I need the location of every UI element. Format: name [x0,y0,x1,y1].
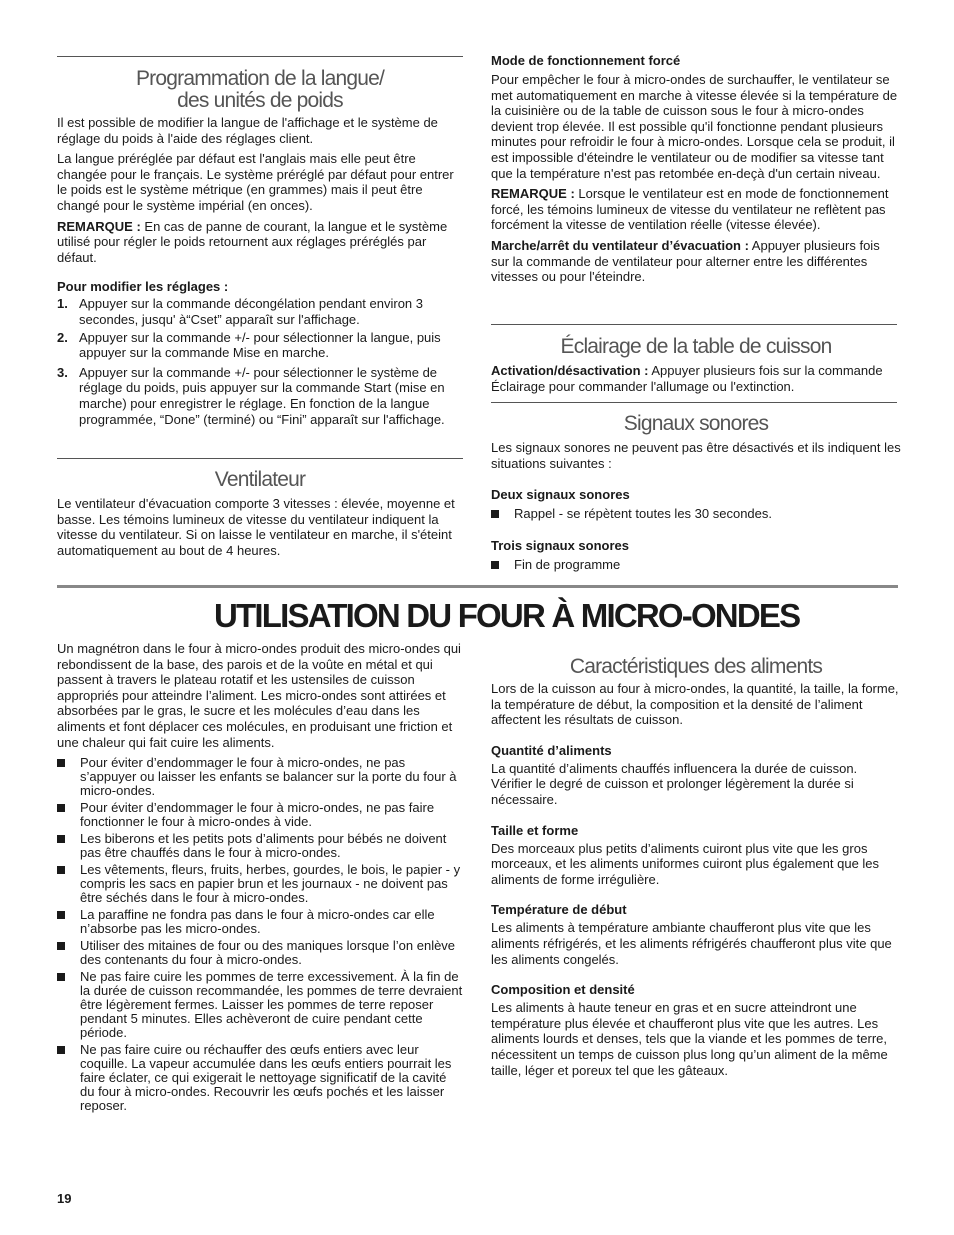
list-item: Les biberons et les petits pots d’aliments pour bébés ne doivent pas être chauffés dans le four à micro-ondes. [57,832,463,860]
list-item: Fin de programme [491,558,901,572]
three-signals-list [491,558,901,572]
square-bullet-icon [57,911,65,919]
ventilator-section [57,469,463,558]
size-heading: Taille et forme [491,822,579,838]
main-title: UTILISATION DU FOUR À MICRO-ONDES [214,597,800,634]
square-bullet-icon [57,804,65,812]
page-number: 19 [57,1191,72,1206]
sound-section [491,413,901,572]
sound-title: Signaux sonores [623,412,769,435]
two-signals-heading: Deux signaux sonores [491,487,630,503]
rule-sound [491,402,897,403]
step-item: 3. Appuyer sur la commande +/- pour sélectionner le système de réglage du poids, puis appuyer sur la commande Start (mise en marche) pour enregistrer le réglage. En fonction de la langue programmée, “Done” (terminé) ou “Fini” apparaît sur l'affichage. [57,364,445,427]
mid-rule-left [57,458,463,459]
light-text: Activation/désactivation : Appuyer plusieurs fois sur la commande Éclairage pour commander l'allumage ou l'extinction. [491,363,883,394]
list-item: Ne pas faire cuire ou réchauffer des œufs entiers avec leur coquille. La vapeur accumulée dans les œufs entiers pourrait les faire éclater, ce qui exigerait le nettoyage significatif de la cavité du four à micro-ondes. Recouvrir les œufs pochés et les laisser reposer. [57,1043,463,1113]
three-signals-heading: Trois signaux sonores [491,538,629,554]
modify-steps [57,296,463,427]
title-rule [57,585,898,588]
step-item: 2. Appuyer sur la commande +/- pour sélectionner la langue, puis appuyer sur la commande Mise en marche. [57,329,441,361]
temperature-heading: Température de début [491,902,627,918]
forced-mode-note: REMARQUE : Lorsque le ventilateur est en mode de fonctionnement forcé, les témoins lumineux de vitesse du ventilateur ne reflètent pas forcément la vitesse de ventilation réelle (vitesse élevée). [491,186,889,233]
square-bullet-icon [57,942,65,950]
light-title: Éclairage de la table de cuisson [560,335,832,358]
language-title: Programmation de la langue/ des unités de poids [135,67,385,112]
temperature-text: Les aliments à température ambiante chaufferont plus vite que les aliments réfrigérés, et les aliments réfrigérés chaufferont plus vite que les aliments congelés. [491,920,892,967]
list-item: Ne pas faire cuire les pommes de terre excessivement. À la fin de la durée de cuisson recommandée, les pommes de terre devraient être légèrement fermes. Laisser les pommes de terre reposer pendant 5 minutes. Elles achèveront de cuire pendant cette période. [57,970,463,1040]
list-item: La paraffine ne fondra pas dans le four à micro-ondes car elle n’absorbe pas les micro-ondes. [57,908,463,936]
square-bullet-icon [57,759,65,767]
square-bullet-icon [57,1046,65,1054]
rule-light [491,324,897,325]
composition-text: Les aliments à haute teneur en gras et en sucre atteindront une température plus élevée et chaufferont plus vite que les autres. Les aliments lourds et denses, tels que la viande et les pommes de terre, nécessitent un temps de cuisson plus long qu’un aliment de la même taille, léger et poreux tel que les gâteaux. [491,1000,888,1078]
fan-onoff: Marche/arrêt du ventilateur d’évacuation : Appuyer plusieurs fois sur la commande de ventilateur pour alterner entre les différentes vitesses ou pour l'éteindre. [491,237,880,285]
size-text: Des morceaux plus petits d’aliments cuiront plus vite que les gros morceaux, et les aliments uniformes cuiront plus également que les aliments de forme irrégulière. [491,840,880,887]
language-section [57,68,463,427]
quantity-text: La quantité d’aliments chauffés influencera la durée de cuisson. Vérifier le degré de cuisson et prolonger légèrement la durée si nécessaire. [491,760,858,807]
square-bullet-icon [57,866,65,874]
food-characteristics-title: Caractéristiques des aliments [569,655,823,678]
square-bullet-icon [57,835,65,843]
sound-text: Les signaux sonores ne peuvent pas être désactivés et ils indiquent les situations suivantes : [491,440,901,471]
top-rule-left [57,56,463,57]
food-intro: Lors de la cuisson au four à micro-ondes, la quantité, la taille, la forme, la température de début, la composition et la densité de l’aliment affectent les résultats de cuisson. [491,681,899,728]
quantity-heading: Quantité d’aliments [491,742,612,758]
list-item: Utiliser des mitaines de four ou des maniques lorsque l’on enlève des contenants du four à micro-ondes. [57,939,463,967]
language-note: REMARQUE : En cas de panne de courant, la langue et le système utilisé pour régler le poids retournent aux réglages préréglés par défaut. [57,218,448,265]
list-item: Rappel - se répètent toutes les 30 secondes. [491,507,901,521]
list-item: Pour éviter d’endommager le four à micro-ondes, ne pas faire fonctionner le four à micro-ondes à vide. [57,801,463,829]
forced-mode-text: Pour empêcher le four à micro-ondes de surchauffer, le ventilateur se met automatiquement en marche à vitesse élevée si la température de la cuisinière ou de la table de cuisson sous le four à micro-ondes devient trop élevée. Il est possible qu'il fonctionne pendant plusieurs minutes pour refroidir le four à micro-ondes. Lorsque cela se produit, il est impossible d'éteindre le ventilateur ou de modifier sa vitesse tant que la température n'est pas retombée en-deçà d'un certain niveau. [491,72,898,181]
ventilator-text: Le ventilateur d'évacuation comporte 3 vitesses : élevée, moyenne et basse. Les témoins lumineux de vitesse du ventilateur indiquent la vitesse du ventilateur. Si on laisse le ventilateur en marche, il s'éteint automatiquement au bout de 4 heures. [57,496,455,558]
microwave-intro: Un magnétron dans le four à micro-ondes produit des micro-ondes qui rebondissent de la base, des parois et de la voûte en métal et qui passent à travers le plateau rotatif et les ustensiles de cuisson appropriés pour atteindre l’aliment. Les micro-ondes sont attirées et absorbées par le gras, le sucre et les molécules d’eau dans les aliments et font déplacer ces molécules, en produisant une friction et une chaleur qui fait cuire les aliments. [57,641,461,750]
light-section [491,336,901,394]
square-bullet-icon [491,510,499,518]
composition-heading: Composition et densité [491,982,635,998]
language-intro: Il est possible de modifier la langue de l'affichage et le système de réglage du poids à l'aide des réglages client. [57,115,438,146]
forced-mode-heading: Mode de fonctionnement forcé [491,53,681,68]
modify-heading: Pour modifier les réglages : [57,279,229,295]
safety-bullets [57,756,463,1113]
food-characteristics-section [491,656,901,1078]
list-item: Les vêtements, fleurs, fruits, herbes, gourdes, le bois, le papier - y compris les sacs en papier brun et les journaux - ne doivent pas être séchés dans le four à micro-ondes. [57,863,463,905]
ventilator-title: Ventilateur [214,468,306,491]
microwave-usage-section [57,641,463,1113]
two-signals-list [491,507,901,521]
square-bullet-icon [57,973,65,981]
square-bullet-icon [491,561,499,569]
forced-mode-section [491,53,901,285]
language-default: La langue préréglée par défaut est l'anglais mais elle peut être changée pour le français. Le système préréglé par défaut pour entrer le poids est le système métrique (en grammes) mais il peut être changé pour le système impérial (en onces). [57,151,454,213]
list-item: Pour éviter d’endommager le four à micro-ondes, ne pas s’appuyer ou laisser les enfants se balancer sur la porte du four à micro-ondes. [57,756,463,798]
step-item: 1. Appuyer sur la commande décongélation pendant environ 3 secondes, jusqu' à“Cset” apparaît sur l'affichage. [57,296,424,327]
